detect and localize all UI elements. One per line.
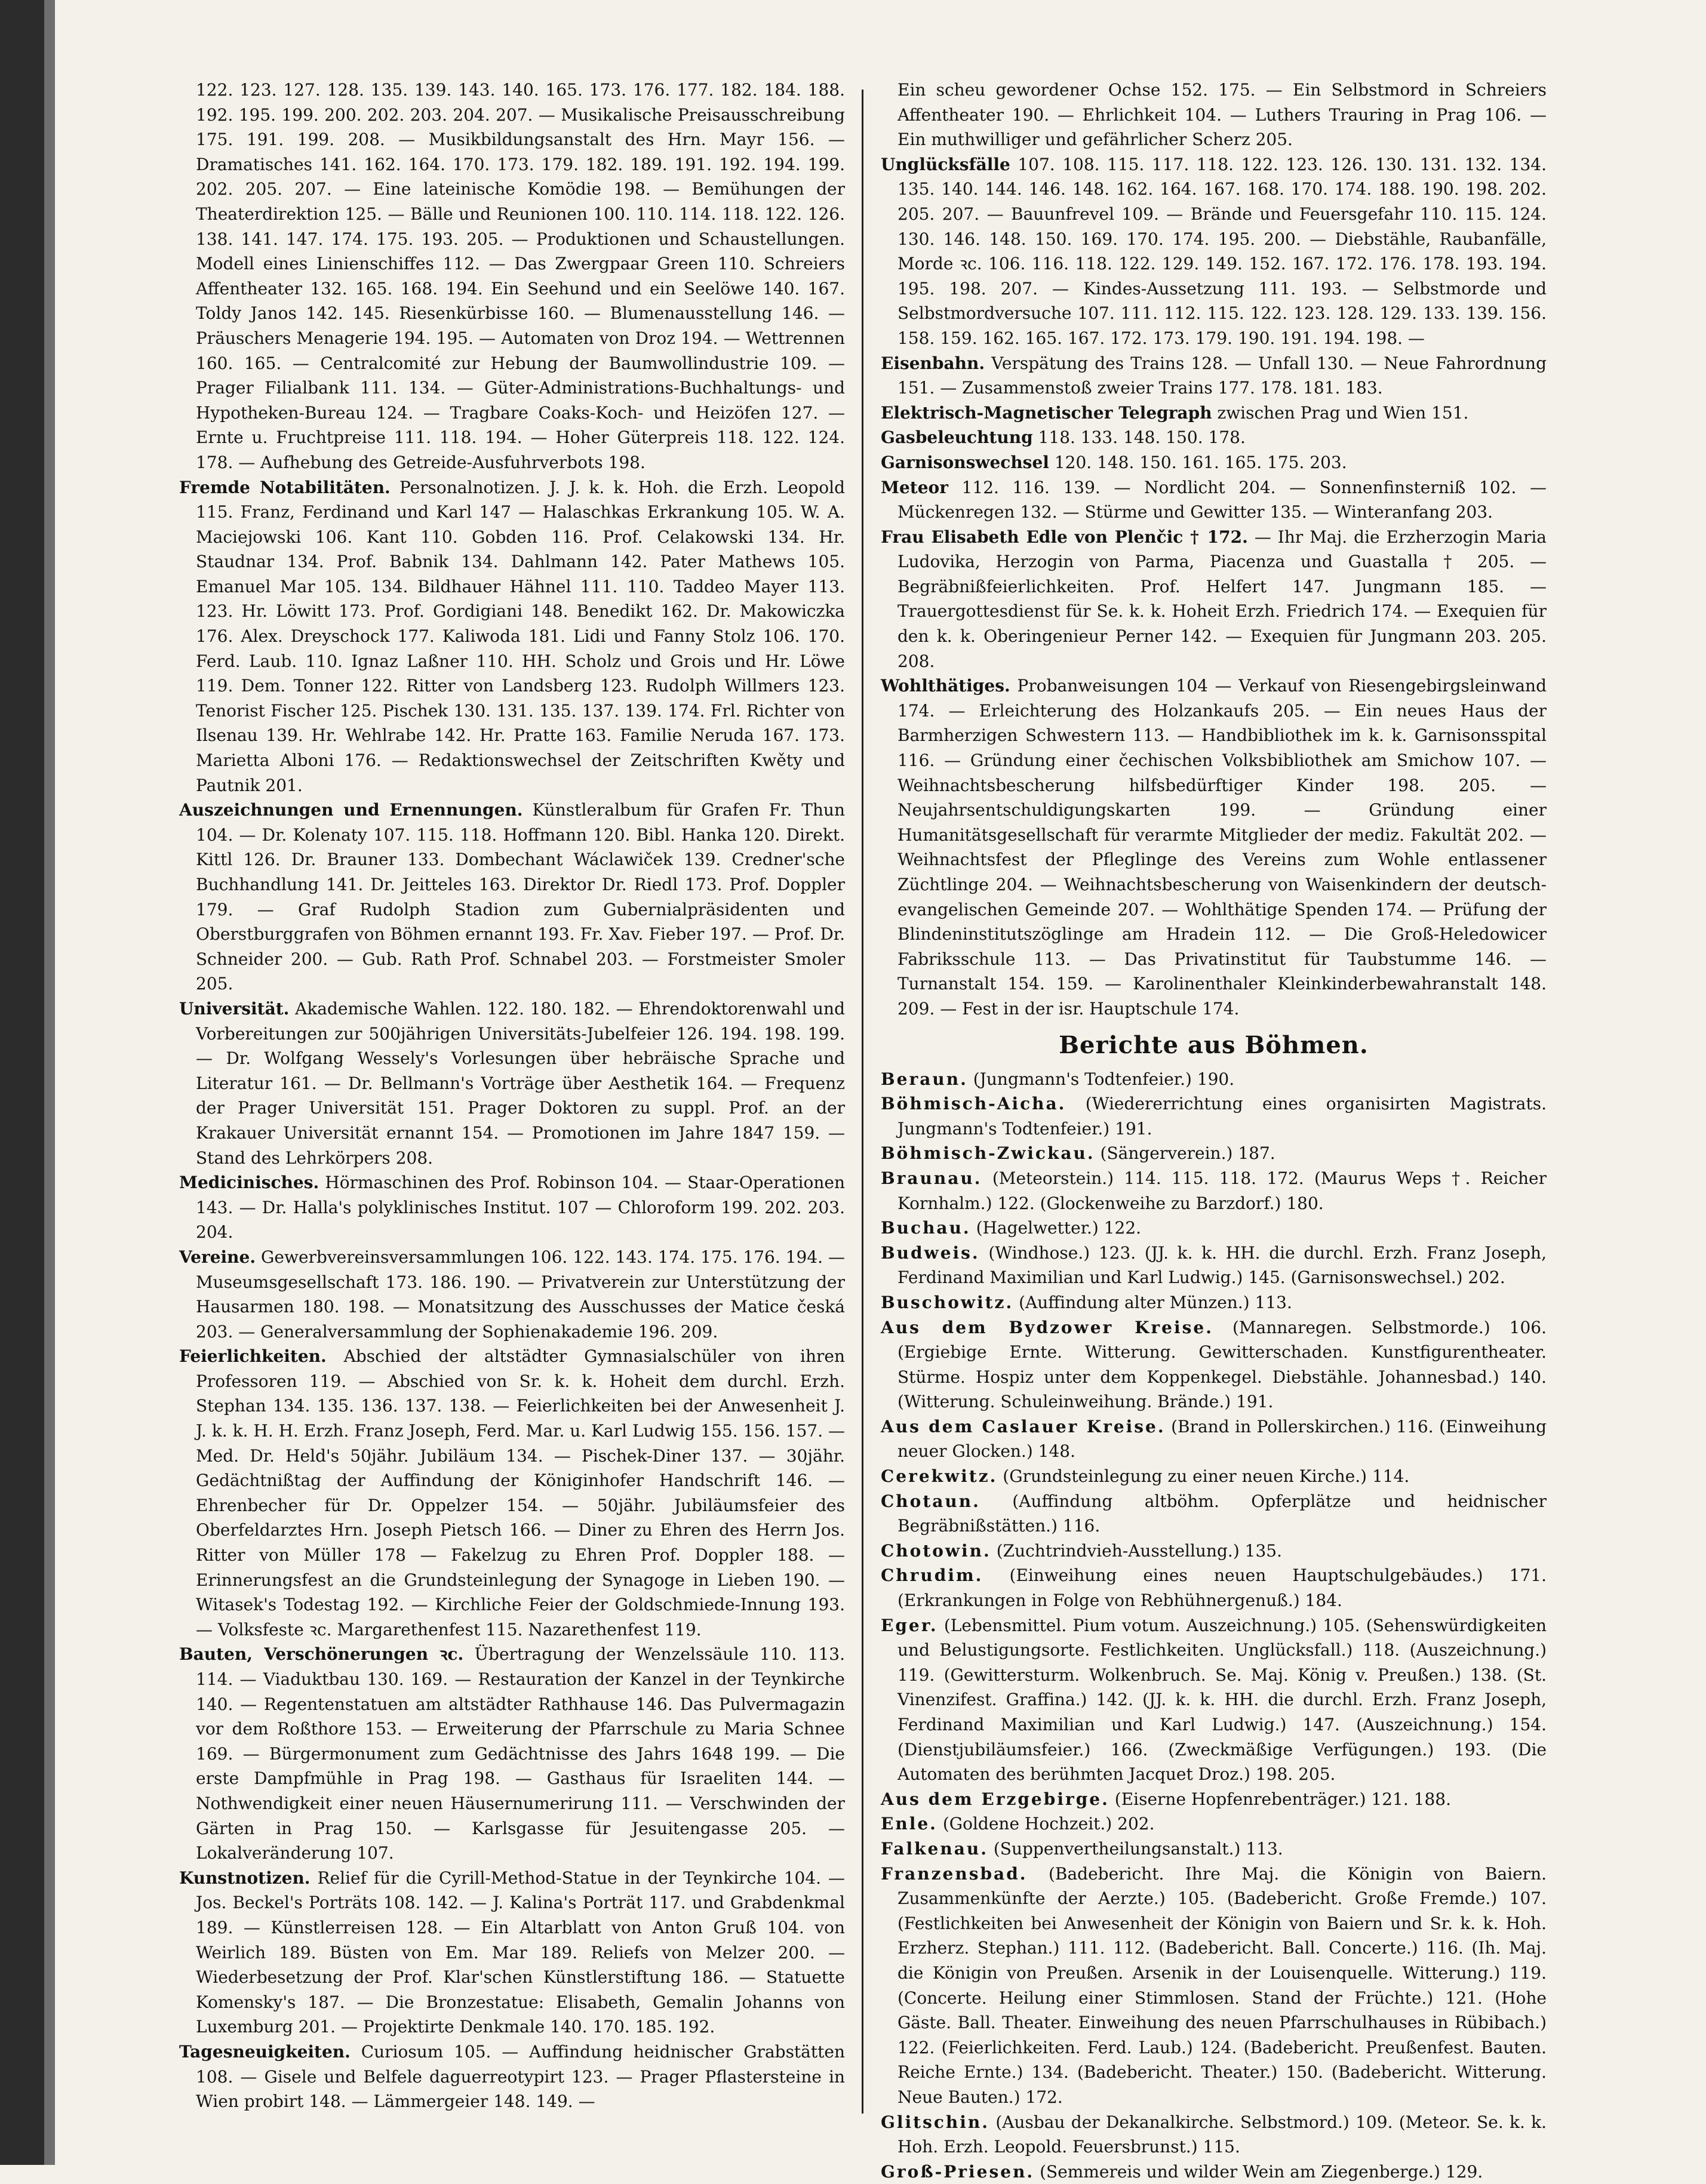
entry-heading: Bauten, Verschönerungen ꝛc. [179,1644,464,1665]
report-entry [881,1787,1547,1812]
reports-list [881,1067,1547,2184]
entry-heading: Gasbeleuchtung [881,427,1033,448]
report-entry [881,1315,1547,1414]
report-text: (Jungmann's Todtenfeier.) 190. [973,1069,1235,1089]
entry-text: zwischen Prag und Wien 151. [1217,402,1469,423]
right_column_top-entry [881,78,1547,152]
report-entry [881,1464,1547,1489]
entry-text: 107. 108. 115. 117. 118. 122. 123. 126. 130. 131. 132. 134. 135. 140. 144. 146. 148. 162. 164. 167. 168. 170. 174. 188. 190. 198. 202. 205. 207. — Bauunfrevel 109. — Brände und Feuersgefahr 110. 115. 124. 130. 146. 148. 150. 169. 170. 174. 195. 200. — Diebstähle, Raubanfälle, Morde ꝛc. 106. 116. 118. 122. 129. 149. 152. 167. 172. 176. 178. 193. 194. 195. 198. 207. — Kindes-Aussetzung 111. 193. — Selbstmorde und Selbstmordversuche 107. 111. 112. 115. 122. 123. 128. 129. 133. 139. 156. 158. 159. 162. 165. 167. 172. 173. 179. 190. 191. 194. 198. — [897,154,1547,348]
right_column_top-entry [881,673,1547,1021]
report-place: Aus dem Bydzower Kreise. [881,1317,1213,1337]
report-entry [881,1811,1547,1837]
report-entry [881,1489,1547,1539]
report-entry [881,1241,1547,1290]
left_column-entry [179,1170,845,1245]
report-place: Cerekwitz. [881,1466,998,1487]
report-place: Böhmisch-Zwickau. [881,1143,1095,1164]
index-page [179,78,1588,2182]
entry-text: Übertragung der Wenzelssäule 110. 113. 114. — Viaduktbau 130. 169. — Restauration der Kanzel in der Teynkirche 140. — Regentenstatuen am altstädter Rathhause 146. Das Pulvermagazin vor dem Roßthore 153. — Erweiterung der Pfarrschule zu Maria Schnee 169. — Bürgermonument zum Gedächtnisse des Jahrs 1648 199. — Die erste Dampfmühle in Prag 198. — Gasthaus für Israeliten 144. — Nothwendigkeit einer neuen Häusernumerirung 111. — Verschwinden der Gärten in Prag 150. — Karlsgasse für Jesuitengasse 205. — Lokalveränderung 107. [196,1644,845,1863]
report-text: (Wiedererrichtung eines organisirten Magistrats. Jungmann's Todtenfeier.) 191. [897,1094,1547,1139]
report-place: Buschowitz. [881,1292,1014,1312]
report-text: (Einweihung eines neuen Hauptschulgebäudes.) 171. (Erkrankungen in Folge von Rebhühnergenuß.) 184. [897,1565,1547,1611]
report-text: (Brand in Pollerskirchen.) 116. (Einweihung neuer Glocken.) 148. [897,1416,1547,1462]
entry-heading: Vereine. [179,1247,256,1267]
report-entry [881,2160,1547,2184]
report-text: (Mannaregen. Selbstmorde.) 106. (Ergiebige Ernte. Witterung. Gewitterschaden. Kunstfigurentheater. Stürme. Hospiz unter dem Koppenkegel. Diebstähle. Johannesbad.) 140. (Witterung. Schuleinweihung. Brände.) 191. [897,1317,1547,1412]
entry-heading: Garnisonswechsel [881,452,1049,472]
report-entry [881,1290,1547,1315]
left_column-entry [179,996,845,1170]
entry-text: 112. 116. 139. — Nordlicht 204. — Sonnenfinsterniß 102. — Mückenregen 132. — Stürme und Gewitter 135. — Winteranfang 203. [897,477,1547,522]
report-text: (Eiserne Hopfenrebenträger.) 121. 188. [1114,1789,1452,1809]
right_column_top-entry [881,401,1547,426]
column-divider [862,90,863,2114]
book-binding-edge [0,0,44,2165]
report-text: (Lebensmittel. Pium votum. Auszeichnung.) 105. (Sehenswürdigkeiten und Belustigungsorte. Festlichkeiten. Unglücksfall.) 118. (Auszeichnung.) 119. (Gewittersturm. Wolkenbruch. Se. Maj. König v. Preußen.) 138. (St. Vinenzifest. Graffina.) 142. (JJ. k. k. HH. die durchl. Erzh. Franz Joseph, Ferdinand Maximilian und Karl Ludwig.) 147. (Auszeichnung.) 154. (Dienstjubiläumsfeier.) 166. (Zweckmäßige Verfügungen.) 193. (Die Automaten des berühmten Jacquet Droz.) 198. 205. [897,1615,1547,1785]
section-title: Berichte aus Böhmen. [1059,1031,1369,1059]
report-text: (Zuchtrindvieh-Ausstellung.) 135. [996,1540,1282,1561]
left-column [179,78,845,2114]
right-column [881,78,1547,2184]
report-place: Groß-Priesen. [881,2161,1035,2182]
entry-heading: Meteor [881,477,948,497]
report-place: Braunau. [881,1168,982,1188]
left_column-entry [179,78,845,475]
entry-text: Künstleralbum für Grafen Fr. Thun 104. — Dr. Kolenaty 107. 115. 118. Hoffmann 120. Bibl. Hanka 120. Direkt. Kittl 126. Dr. Brauner 133. Dombechant Wáclawiček 139. Credner'sche Buchhandlung 141. Dr. Jeitteles 163. Direktor Dr. Riedl 173. Prof. Doppler 179. — Graf Rudolph Stadion zum Gubernialpräsidenten und Oberstburggrafen von Böhmen ernannt 193. Fr. Xav. Fieber 197. — Prof. Dr. Schneider 200. — Gub. Rath Prof. Schnabel 203. — Forstmeister Smoler 205. [196,800,845,994]
report-text: (Auffindung altböhm. Opferplätze und heidnischer Begräbnißstätten.) 116. [897,1491,1547,1536]
report-place: Enle. [881,1814,937,1834]
left_column-entry [179,798,845,996]
report-text: (Sängerverein.) 187. [1100,1143,1275,1164]
entry-text: Abschied der altstädter Gymnasialschüler von ihren Professoren 119. — Abschied von Sr. k. k. Hoheit dem durchl. Erzh. Stephan 134. 135. 136. 137. 138. — Feierlichkeiten bei der Anwesenheit J. J. k. k. H. H. Erzh. Franz Joseph, Ferd. Mar. u. Karl Ludwig 155. 156. 157. — Med. Dr. Held's 50jähr. Jubiläum 134. — Pischek-Diner 137. — 30jähr. Gedächtnißtag der Auffindung der Königinhofer Handschrift 146. — Ehrenbecher für Dr. Oppelzer 154. — 50jähr. Jubiläumsfeier des Oberfeldarztes Hrn. Joseph Pietsch 166. — Diner zu Ehren des Herrn Jos. Ritter von Müller 178 — Fakelzug zu Ehren Prof. Doppler 188. — Erinnerungsfest an die Grundsteinlegung der Synagoge in Lieben 190. — Witasek's Todestag 192. — Kirchliche Feier der Goldschmiede-Innung 193. — Volksfeste ꝛc. Margarethenfest 115. Nazarethenfest 119. [196,1346,845,1639]
report-place: Franzensbad. [881,1863,1028,1884]
report-text: (Ausbau der Dekanalkirche. Selbstmord.) 109. (Meteor. Se. k. k. Hoh. Erzh. Leopold. Feuersbrunst.) 115. [897,2112,1547,2157]
report-entry [881,2110,1547,2160]
report-entry [881,1862,1547,2110]
right-column-index-entries [881,78,1547,1022]
left_column-entry [179,1866,845,2040]
entry-text: — Ihr Maj. die Erzherzogin Maria Ludovika, Herzogin von Parma, Piacenza und Guastalla † 205. — Begräbnißfeierlichkeiten. Prof. Helfert 147. Jungmann 185. — Trauergottesdienst für Se. k. k. Hoheit Erzh. Friedrich 174. — Exequien für den k. k. Oberingenieur Perner 142. — Exequien für Jungmann 203. 205. 208. [897,527,1547,671]
entry-heading: Wohlthätiges. [881,676,1010,696]
report-place: Buchau. [881,1218,971,1238]
report-entry [881,1613,1547,1787]
right_column_top-entry [881,152,1547,351]
entry-text: Curiosum 105. — Auffindung heidnischer Grabstätten 108. — Gisele und Belfele daguerreotypirt 123. — Prager Pflastersteine in Wien probirt 148. — Lämmergeier 148. 149. — [196,2041,845,2112]
report-entry [881,1091,1547,1141]
report-entry [881,1414,1547,1464]
entry-text: Gewerbvereinsversammlungen 106. 122. 143. 174. 175. 176. 194. — Museumsgesellschaft 173. 186. 190. — Privatverein zur Unterstützung der Hausarmen 180. 198. — Monatsitzung des Ausschusses der Matice česká 203. — Generalversammlung der Sophienakademie 196. 209. [196,1247,845,1342]
report-entry [881,1216,1547,1241]
report-text: (Grundsteinlegung zu einer neuen Kirche.) 114. [1003,1466,1410,1487]
entry-heading: Universität. [179,998,290,1019]
report-text: (Auffindung alter Münzen.) 113. [1019,1292,1292,1312]
book-binding-shadow [44,0,55,2165]
entry-heading: Kunstnotizen. [179,1868,311,1888]
report-place: Chrudim. [881,1565,983,1586]
report-place: Aus dem Erzgebirge. [881,1789,1109,1809]
report-text: (Goldene Hochzeit.) 202. [942,1814,1155,1834]
report-entry [881,1837,1547,1862]
report-entry [881,1539,1547,1564]
entry-heading: Frau Elisabeth Edle von Plenčic † 172. [881,527,1248,547]
report-place: Chotowin. [881,1540,991,1561]
report-place: Beraun. [881,1069,968,1089]
entry-heading: Medicinisches. [179,1173,319,1193]
left_column-entry [179,1245,845,1344]
left_column-entry [179,2040,845,2114]
left_column-entry [179,1642,845,1865]
right_column_top-entry [881,475,1547,525]
entry-text: Hörmaschinen des Prof. Robinson 104. — Staar-Operationen 143. — Dr. Halla's polyklinisches Institut. 107 — Chloroform 199. 202. 203. 204. [196,1173,845,1242]
entry-text: Relief für die Cyrill-Method-Statue in der Teynkirche 104. — Jos. Beckel's Porträts 108. 142. — J. Kalina's Porträt 117. und Grabdenkmal 189. — Künstlerreisen 128. — Ein Altarblatt von Anton Gruß 104. von Weirlich 189. Büsten von Em. Mar 189. Reliefs von Melzer 200. — Wiederbesetzung der Prof. Klar'schen Künstlerstiftung 186. — Statuette Komensky's 187. — Die Bronzestatue: Elisabeth, Gemalin Johanns von Luxemburg 201. — Projektirte Denkmale 140. 170. 185. 192. [196,1868,845,2037]
entry-text: Ein scheu gewordener Ochse 152. 175. — Ein Selbstmord in Schreiers Affentheater 190. — Ehrlichkeit 104. — Luthers Trauring in Prag 106. — Ein muthwilliger und gefährlicher Scherz 205. [897,80,1547,150]
report-place: Böhmisch-Aicha. [881,1094,1066,1114]
entry-text: Personalnotizen. J. J. k. k. Hoh. die Erzh. Leopold 115. Franz, Ferdinand und Karl 147 — Halaschkas Erkrankung 105. W. A. Maciejowski 106. Kant 110. Gobden 116. Prof. Celakowski 134. Hr. Staudnar 134. Prof. Babnik 134. Dahlmann 142. Pater Mathews 105. Emanuel Mar 105. 134. Bildhauer Hähnel 111. 110. Taddeo Mayer 113. 123. Hr. Löwitt 173. Prof. Gordigiani 148. Benedikt 162. Dr. Makowiczka 176. Alex. Dreyschock 177. Kaliwoda 181. Lidi und Fanny Stolz 106. 170. Ferd. Laub. 110. Ignaz Laßner 110. HH. Scholz und Grois und Hr. Löwe 119. Dem. Tonner 122. Ritter von Landsberg 123. Rudolph Willmers 123. Tenorist Fischer 125. Pischek 130. 131. 135. 137. 139. 174. Frl. Richter von Ilsenau 139. Hr. Wehlrabe 142. Hr. Pratte 163. Familie Neruda 167. 173. Marietta Alboni 176. — Redaktionswechsel der Zeitschriften Kwěty und Pautnik 201. [196,477,845,795]
report-text: (Badebericht. Ihre Maj. die Königin von Baiern. Zusammenkünfte der Aerzte.) 105. (Badebericht. Große Fremde.) 107. (Festlichkeiten bei Anwesenheit der Königin von Baiern und Sr. k. k. Hoh. Erzherz. Stephan.) 111. 112. (Badebericht. Ball. Concerte.) 116. (Ih. Maj. die Königin von Preußen. Arsenik in der Louisenquelle. Witterung.) 119. (Concerte. Heilung einer Stimmlosen. Stand der Früchte.) 121. (Hohe Gäste. Ball. Theater. Einweihung des neuen Pfarrschulhauses in Rübibach.) 122. (Feierlichkeiten. Ferd. Laub.) 124. (Badebericht. Preußenfest. Bauten. Reiche Ernte.) 134. (Badebericht. Theater.) 150. (Badebericht. Witterung. Neue Bauten.) 172. [897,1863,1547,2107]
report-place: Chotaun. [881,1491,980,1511]
entry-text: Akademische Wahlen. 122. 180. 182. — Ehrendoktorenwahl und Vorbereitungen zur 500jährigen Universitäts-Jubelfeier 126. 194. 198. 199. — Dr. Wolfgang Wessely's Vorlesungen über hebräische Sprache und Literatur 161. — Dr. Bellmann's Vorträge über Aesthetik 164. — Frequenz der Prager Universität 151. Prager Doktoren zu suppl. Prof. an der Krakauer Universität ernannt 154. — Promotionen im Jahre 1847 159. — Stand des Lehrkörpers 208. [196,998,845,1168]
entry-text: Probanweisungen 104 — Verkauf von Riesengebirgsleinwand 174. — Erleichterung des Holzankaufs 205. — Ein neues Haus der Barmherzigen Schwestern 113. — Handbibliothek im k. k. Garnisonsspital 116. — Gründung einer čechischen Volksbibliothek am Smichow 107. — Weihnachtsbescherung hilfsbedürftiger Kinder 198. 205. — Neujahrsentschuldigungskarten 199. — Gründung einer Humanitätsgesellschaft für verarmte Mitglieder der mediz. Fakultät 202. — Weihnachtsfest der Pfleglinge des Vereins zum Wohle entlassener Züchtlinge 204. — Weihnachtsbescherung von Waisenkindern der deutsch-evangelischen Gemeinde 207. — Wohlthätige Spenden 174. — Prüfung der Blindeninstitutszöglinge am Hradein 112. — Die Groß-Heledowicer Fabriksschule 113. — Das Privatinstitut für Taubstumme 146. — Turnanstalt 154. 159. — Karolinenthaler Kleinkinderbewahranstalt 148. 209. — Fest in der isr. Hauptschule 174. [897,676,1547,1019]
entry-heading: Unglücksfälle [881,154,1010,174]
report-entry [881,1563,1547,1613]
report-text: (Semmereis und wilder Wein am Ziegenberge.) 129. [1040,2161,1483,2182]
right_column_top-entry [881,425,1547,450]
entry-heading: Auszeichnungen und Ernennungen. [179,800,523,820]
entry-text: Verspätung des Trains 128. — Unfall 130. — Neue Fahrordnung 151. — Zusammenstoß zweier Trains 177. 178. 181. 183. [897,353,1547,398]
report-place: Eger. [881,1615,938,1635]
entry-heading: Tagesneuigkeiten. [179,2041,351,2062]
report-text: (Suppenvertheilungsanstalt.) 113. [993,1838,1283,1859]
report-text: (Meteorstein.) 114. 115. 118. 172. (Maurus Weps †. Reicher Kornhalm.) 122. (Glockenweihe zu Barzdorf.) 180. [897,1168,1547,1213]
right_column_top-entry [881,450,1547,475]
report-place: Aus dem Caslauer Kreise. [881,1416,1166,1436]
report-entry [881,1067,1547,1092]
report-entry [881,1141,1547,1166]
report-text: (Hagelwetter.) 122. [976,1218,1142,1238]
entry-text: 120. 148. 150. 161. 165. 175. 203. [1054,452,1347,472]
entry-heading: Elektrisch-Magnetischer Telegraph [881,402,1212,423]
entry-text: 118. 133. 148. 150. 178. [1038,427,1246,448]
entry-heading: Feierlichkeiten. [179,1346,327,1367]
right_column_top-entry [881,351,1547,401]
report-place: Budweis. [881,1242,980,1263]
report-place: Falkenau. [881,1838,988,1859]
report-entry [881,1166,1547,1216]
entry-text: 122. 123. 127. 128. 135. 139. 143. 140. 165. 173. 176. 177. 182. 184. 188. 192. 195. 199. 200. 202. 203. 204. 207. — Musikalische Preisausschreibung 175. 191. 199. 208. — Musikbildungsanstalt des Hrn. Mayr 156. — Dramatisches 141. 162. 164. 170. 173. 179. 182. 189. 191. 192. 194. 199. 202. 205. 207. — Eine lateinische Komödie 198. — Bemühungen der Theaterdirektion 125. — Bälle und Reunionen 100. 110. 114. 118. 122. 126. 138. 141. 147. 174. 175. 193. 205. — Produktionen und Schaustellungen. Modell eines Linienschiffes 112. — Das Zwergpaar Green 110. Schreiers Affentheater 132. 165. 168. 194. Ein Seehund und ein Seelöwe 140. 167. Toldy Janos 142. 145. Riesenkürbisse 160. — Blumenausstellung 146. — Präuschers Menagerie 194. 195. — Automaten von Droz 194. — Wettrennen 160. 165. — Centralcomité zur Hebung der Baumwollindustrie 109. — Prager Filialbank 111. 134. — Güter-Administrations-Buchhaltungs- und Hypotheken-Bureau 124. — Tragbare Coaks-Koch- und Heizöfen 127. — Ernte u. Fruchtpreise 111. 118. 194. — Hoher Güterpreis 118. 122. 124. 178. — Aufhebung des Getreide-Ausfuhrverbots 198. [196,80,845,472]
entry-heading: Fremde Notabilitäten. [179,477,391,497]
report-place: Glitschin. [881,2112,990,2132]
entry-heading: Eisenbahn. [881,353,985,373]
left_column-entry [179,1344,845,1642]
report-text: (Windhose.) 123. (JJ. k. k. HH. die durchl. Erzh. Franz Joseph, Ferdinand Maximilian und Karl Ludwig.) 145. (Garnisonswechsel.) 202. [897,1242,1547,1288]
right_column_top-entry [881,525,1547,674]
left_column-entry [179,475,845,798]
